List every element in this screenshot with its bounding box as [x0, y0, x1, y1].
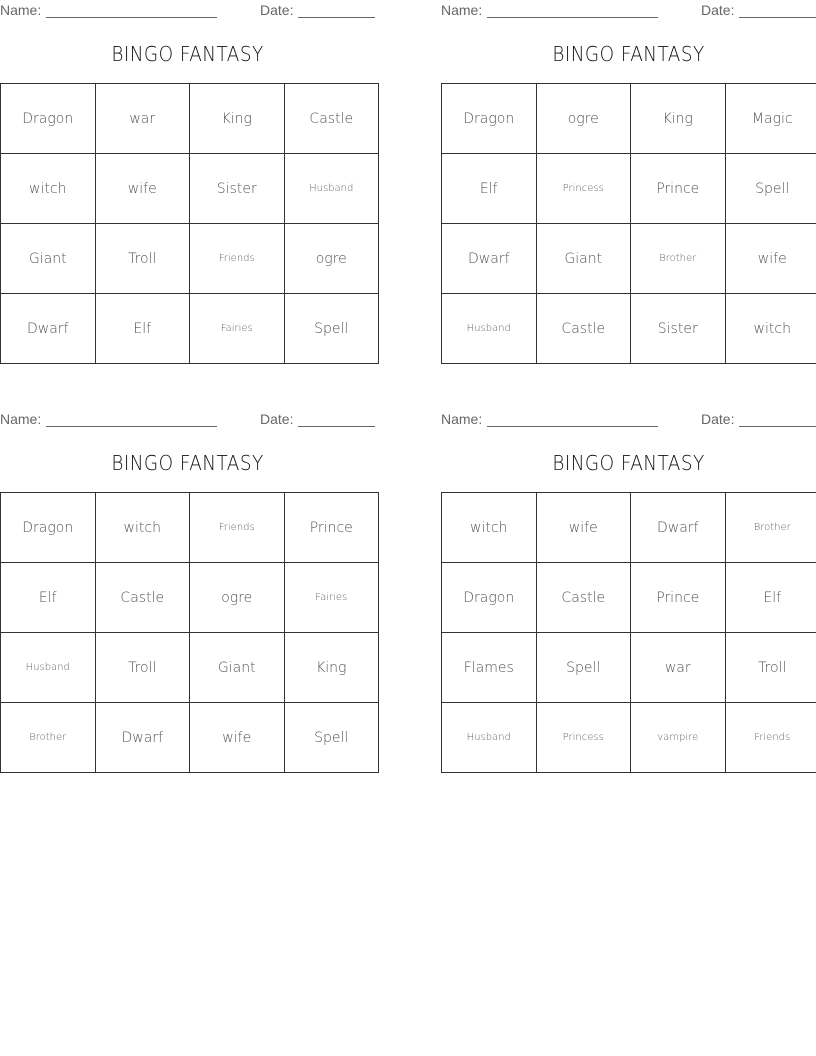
date-field-line: [298, 426, 375, 427]
grid-cell: Prince: [284, 493, 379, 563]
grid-cell: Friends: [190, 224, 285, 294]
grid-row: [1, 703, 379, 773]
grid-cell: Dragon: [1, 84, 96, 154]
grid-cell: Princess: [536, 154, 631, 224]
grid-cell: Troll: [95, 224, 190, 294]
bingo-card-3: [0, 409, 375, 769]
grid-cell: witch: [725, 294, 816, 364]
grid-cell: Fairies: [190, 294, 285, 364]
grid-cell: Troll: [95, 633, 190, 703]
date-field-line: [298, 17, 375, 18]
name-field-line: [487, 17, 658, 18]
date-label: Date:: [701, 411, 735, 427]
grid-cell: witch: [95, 493, 190, 563]
date-label: Date:: [260, 2, 294, 18]
grid-cell: Sister: [631, 294, 726, 364]
grid-cell: Husband: [442, 703, 537, 773]
grid-cell: witch: [1, 154, 96, 224]
grid-cell: Elf: [1, 563, 96, 633]
name-field-line: [46, 426, 217, 427]
grid-cell: Dragon: [442, 84, 537, 154]
grid-row: [442, 154, 816, 224]
bingo-grid: [0, 83, 379, 364]
bingo-grid: [0, 492, 379, 773]
grid-cell: Prince: [631, 154, 726, 224]
grid-row: [442, 633, 816, 703]
grid-cell: Husband: [284, 154, 379, 224]
bingo-card-2: [441, 0, 816, 360]
grid-row: [442, 493, 816, 563]
name-label: Name:: [441, 2, 483, 18]
card-title: BINGO FANTASY: [552, 451, 705, 475]
grid-row: [442, 703, 816, 773]
grid-cell: ogre: [284, 224, 379, 294]
grid-row: [1, 563, 379, 633]
grid-cell: Elf: [95, 294, 190, 364]
grid-cell: Castle: [284, 84, 379, 154]
date-label: Date:: [701, 2, 735, 18]
grid-cell: Dragon: [1, 493, 96, 563]
grid-row: [442, 294, 816, 364]
date-field-line: [739, 17, 816, 18]
grid-cell: Giant: [536, 224, 631, 294]
grid-cell: Dwarf: [1, 294, 96, 364]
grid-cell: Friends: [725, 703, 816, 773]
card-title: BINGO FANTASY: [111, 451, 264, 475]
card-title: BINGO FANTASY: [552, 42, 705, 66]
grid-row: [1, 224, 379, 294]
grid-cell: wife: [725, 224, 816, 294]
grid-row: [1, 294, 379, 364]
bingo-card-4: [441, 409, 816, 769]
grid-row: [1, 493, 379, 563]
grid-cell: Spell: [284, 294, 379, 364]
grid-cell: Elf: [442, 154, 537, 224]
bingo-grid: [441, 492, 816, 773]
grid-cell: Giant: [1, 224, 96, 294]
grid-cell: King: [284, 633, 379, 703]
grid-cell: Husband: [1, 633, 96, 703]
grid-row: [442, 563, 816, 633]
grid-cell: Fairies: [284, 563, 379, 633]
grid-cell: Castle: [536, 294, 631, 364]
grid-cell: Flames: [442, 633, 537, 703]
grid-cell: ogre: [536, 84, 631, 154]
grid-cell: Brother: [725, 493, 816, 563]
name-field-line: [487, 426, 658, 427]
grid-cell: Castle: [536, 563, 631, 633]
grid-cell: Brother: [631, 224, 726, 294]
grid-cell: Prince: [631, 563, 726, 633]
grid-row: [1, 154, 379, 224]
grid-cell: Friends: [190, 493, 285, 563]
grid-cell: Dwarf: [95, 703, 190, 773]
grid-cell: King: [190, 84, 285, 154]
grid-cell: Brother: [1, 703, 96, 773]
card-title: BINGO FANTASY: [111, 42, 264, 66]
grid-cell: Spell: [536, 633, 631, 703]
grid-row: [442, 224, 816, 294]
grid-cell: witch: [442, 493, 537, 563]
grid-cell: Magic: [725, 84, 816, 154]
grid-cell: Sister: [190, 154, 285, 224]
name-label: Name:: [441, 411, 483, 427]
grid-cell: wife: [190, 703, 285, 773]
date-field-line: [739, 426, 816, 427]
card-header: [441, 2, 816, 20]
grid-cell: Dwarf: [631, 493, 726, 563]
card-header: [0, 2, 375, 20]
grid-cell: King: [631, 84, 726, 154]
grid-cell: war: [95, 84, 190, 154]
grid-cell: wife: [536, 493, 631, 563]
grid-cell: Elf: [725, 563, 816, 633]
grid-row: [1, 633, 379, 703]
name-label: Name:: [0, 411, 42, 427]
grid-cell: Dwarf: [442, 224, 537, 294]
grid-cell: Dragon: [442, 563, 537, 633]
grid-cell: Spell: [284, 703, 379, 773]
date-label: Date:: [260, 411, 294, 427]
grid-row: [442, 84, 816, 154]
grid-cell: Castle: [95, 563, 190, 633]
grid-cell: war: [631, 633, 726, 703]
grid-row: [1, 84, 379, 154]
grid-cell: ogre: [190, 563, 285, 633]
bingo-grid: [441, 83, 816, 364]
grid-cell: Princess: [536, 703, 631, 773]
name-field-line: [46, 17, 217, 18]
card-header: [441, 411, 816, 429]
grid-cell: Spell: [725, 154, 816, 224]
name-label: Name:: [0, 2, 42, 18]
grid-cell: wife: [95, 154, 190, 224]
grid-cell: Troll: [725, 633, 816, 703]
grid-cell: Husband: [442, 294, 537, 364]
grid-cell: vampire: [631, 703, 726, 773]
grid-cell: Giant: [190, 633, 285, 703]
card-header: [0, 411, 375, 429]
bingo-card-1: [0, 0, 375, 360]
